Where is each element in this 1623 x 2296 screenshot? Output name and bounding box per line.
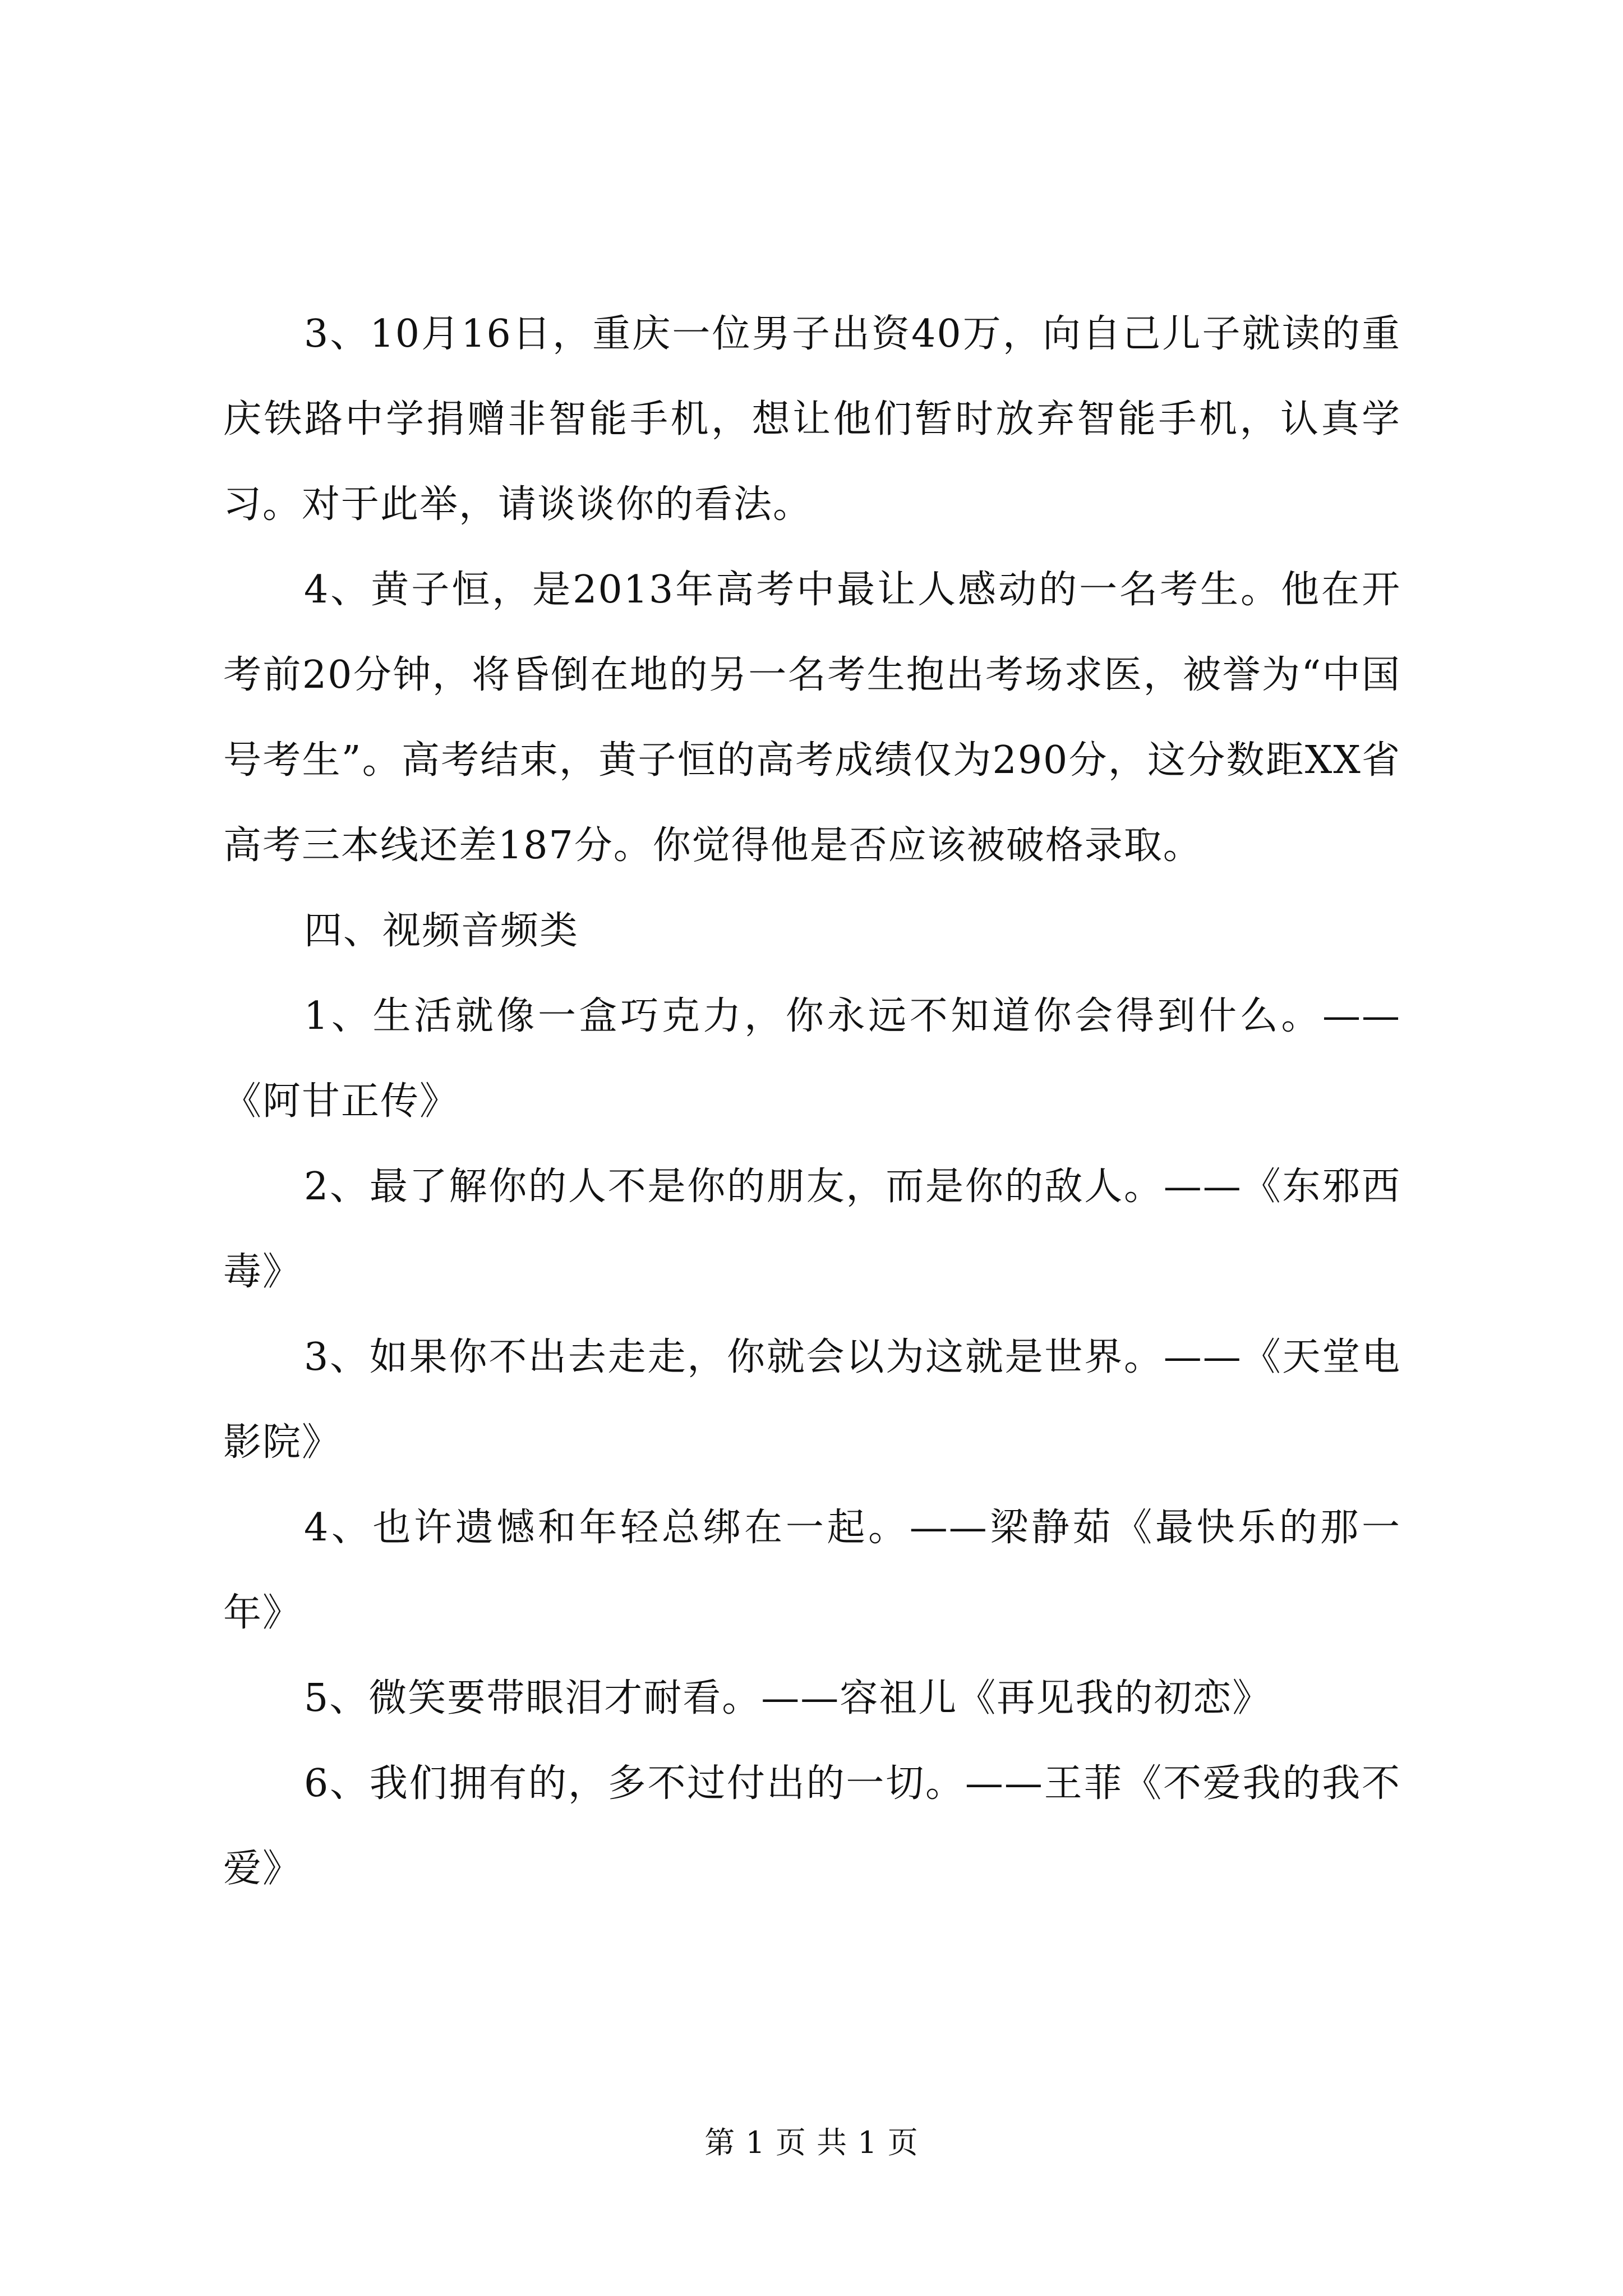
section-heading-video-audio: 四、视频音频类 [304, 909, 579, 953]
quote-item-3: 3、如果你不出去走走，你就会以为这就是世界。——《天堂电影院》 [223, 1335, 1401, 1465]
document-body [223, 292, 1401, 1912]
paragraph-question-3: 3、10月16日，重庆一位男子出资40万，向自己儿子就读的重庆铁路中学捐赠非智能手机，想让他们暂时放弃智能手机，认真学习。对于此举，请谈谈你的看法。 [223, 312, 1401, 527]
quote-item-5: 5、微笑要带眼泪才耐看。——容祖儿《再见我的初恋》 [304, 1676, 1272, 1720]
quote-item-2: 2、最了解你的人不是你的朋友，而是你的敌人。——《东邪西毒》 [223, 1165, 1401, 1294]
quote-item-6: 6、我们拥有的，多不过付出的一切。——王菲《不爱我的我不爱》 [223, 1761, 1401, 1891]
quote-item-1: 1、生活就像一盒巧克力，你永远不知道你会得到什么。——《阿甘正传》 [223, 994, 1401, 1124]
paragraph-question-4: 4、黄子恒，是2013年高考中最让人感动的一名考生。他在开考前20分钟，将昏倒在地的另一名考生抱出考场求医，被誉为“中国号考生”。高考结束，黄子恒的高考成绩仅为290分，这分数距XX省高考三本线还差187分。你觉得他是否应该被破格录取。 [223, 568, 1401, 868]
quote-item-4: 4、也许遗憾和年轻总绑在一起。——梁静茹《最快乐的那一年》 [223, 1506, 1401, 1635]
page-footer: 第 1 页 共 1 页 [704, 2125, 919, 2160]
